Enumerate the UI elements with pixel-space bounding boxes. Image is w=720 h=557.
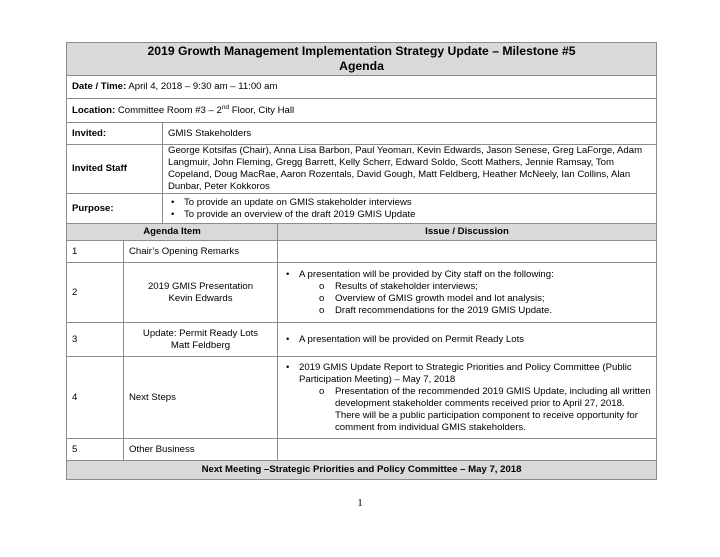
agenda-title-line1: 2019 Growth Management Implementation Strategy Update – Milestone #5	[147, 44, 576, 58]
item-number: 2	[67, 263, 124, 323]
item-title: Next Steps	[124, 357, 278, 439]
item-title-text: Update: Permit Ready Lots	[142, 327, 259, 339]
purpose-label: Purpose:	[67, 194, 163, 224]
item-title	[124, 323, 278, 357]
table-row	[67, 241, 657, 263]
item-discussion	[278, 439, 657, 461]
purpose-item: • To provide an update on GMIS stakeholder interviews	[168, 197, 651, 209]
invited-staff-value: George Kotsifas (Chair), Anna Lisa Barbon, Paul Yeoman, Kevin Edwards, Jason Senese, Greg LaForge, Adam Langmuir, John Fleming, Gregg Barrett, Kelly Scherr, Edward Soldo, Scott Mathers, Jennie Ramsay, Tom Copeland, Doug MacRae, Aaron Rozentals, David Gough, Matt Feldberg, Heather McNeely, Ian Collins, Alan Dunbar, Peter Kokkoros	[163, 145, 657, 194]
invited-staff-label: Invited Staff	[67, 145, 163, 194]
item-number: 4	[67, 357, 124, 439]
item-number: 3	[67, 323, 124, 357]
item-title: Other Business	[124, 439, 278, 461]
discussion-subbullet: o Overview of GMIS growth model and lot analysis;	[283, 293, 651, 305]
agenda-title-line2: Agenda	[339, 59, 384, 73]
agenda-table	[66, 42, 657, 480]
item-discussion	[278, 357, 657, 439]
item-title-text: 2019 GMIS Presentation	[147, 280, 254, 292]
item-title: Chair’s Opening Remarks	[124, 241, 278, 263]
discussion-subbullet: o Presentation of the recommended 2019 GMIS Update, including all written development stakeholder comments received prior to April 27, 2018. There will be a public participation component to receive opportunity for comment from individual GMIS stakeholders.	[283, 386, 651, 434]
date-time-label: Date / Time:	[72, 81, 127, 92]
item-title	[124, 263, 278, 323]
discussion-subbullet: o Results of stakeholder interviews;	[283, 281, 651, 293]
table-row	[67, 323, 657, 357]
discussion-bullet: • 2019 GMIS Update Report to Strategic Priorities and Policy Committee (Public Participation Meeting) – May 7, 2018	[283, 362, 651, 386]
invited-value: GMIS Stakeholders	[163, 123, 657, 145]
item-number: 5	[67, 439, 124, 461]
invited-label: Invited:	[67, 123, 163, 145]
table-row	[67, 263, 657, 323]
agenda-item-header: Agenda Item	[67, 224, 278, 241]
item-presenter: Kevin Edwards	[168, 292, 233, 304]
purpose-item: • To provide an overview of the draft 2019 GMIS Update	[168, 209, 651, 221]
page-number: 1	[357, 497, 363, 509]
item-number: 1	[67, 241, 124, 263]
agenda-title	[67, 43, 657, 76]
item-discussion	[278, 263, 657, 323]
location-label: Location:	[72, 104, 116, 116]
item-discussion	[278, 241, 657, 263]
location-value: Committee Room #3 – 2nd Floor, City Hall	[117, 103, 295, 116]
discussion-bullet: • A presentation will be provided on Permit Ready Lots	[283, 334, 651, 346]
item-discussion	[278, 323, 657, 357]
table-row	[67, 357, 657, 439]
date-time-row	[67, 76, 657, 99]
discussion-subbullet: o Draft recommendations for the 2019 GMIS Update.	[283, 305, 651, 317]
date-time-value: April 4, 2018 – 9:30 am – 11:00 am	[128, 81, 278, 92]
discussion-bullet: • A presentation will be provided by City staff on the following:	[283, 269, 651, 281]
issue-header: Issue / Discussion	[278, 224, 657, 241]
purpose-list	[163, 194, 657, 224]
table-row	[67, 439, 657, 461]
item-presenter: Matt Feldberg	[170, 339, 231, 351]
location-row	[67, 99, 657, 123]
next-meeting: Next Meeting –Strategic Priorities and Policy Committee – May 7, 2018	[67, 461, 657, 480]
